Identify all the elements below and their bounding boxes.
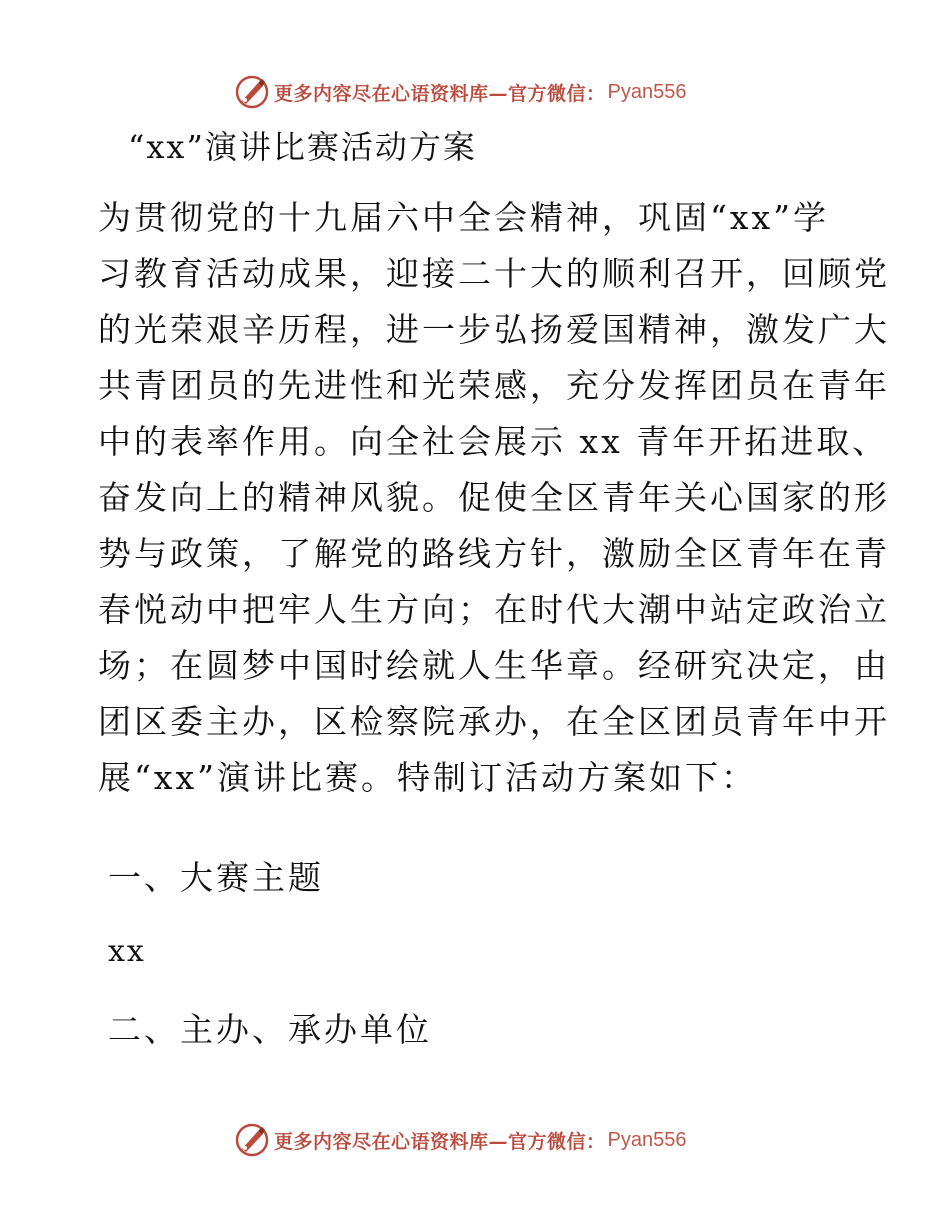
- paragraph-line: 春悦动中把牢人生方向；在时代大潮中站定政治立: [98, 590, 890, 629]
- paragraph-line: 团区委主办，区检察院承办，在全区团员青年中开: [98, 702, 890, 741]
- intro-paragraph: [98, 190, 890, 806]
- paragraph-line: 习教育活动成果，迎接二十大的顺利召开，回顾党: [98, 254, 890, 293]
- section-heading-theme: 一、大赛主题: [108, 858, 324, 897]
- watermark-footer: [234, 1120, 686, 1160]
- paragraph-line: 展“xx”演讲比赛。特制订活动方案如下：: [98, 758, 757, 797]
- paragraph-line: 场；在圆梦中国时绘就人生华章。经研究决定，由: [98, 646, 890, 685]
- paragraph-line: 为贯彻党的十九届六中全会精神，巩固“xx”学: [98, 198, 829, 237]
- watermark-text: 更多内容尽在心语资料库—官方微信：: [274, 1130, 606, 1153]
- section-body-theme: xx: [108, 934, 146, 969]
- paragraph-line: 共青团员的先进性和光荣感，充分发挥团员在青年: [98, 366, 890, 405]
- watermark-handle: Pyan556: [607, 1128, 687, 1151]
- pen-logo-icon: [234, 74, 270, 110]
- pen-logo-icon: [234, 1122, 270, 1158]
- watermark-header: [234, 72, 686, 112]
- paragraph-line: 势与政策，了解党的路线方针，激励全区青年在青: [98, 534, 890, 573]
- watermark-text: 更多内容尽在心语资料库—官方微信：: [274, 82, 606, 105]
- watermark-handle: Pyan556: [607, 80, 687, 103]
- document-title: “xx”演讲比赛活动方案: [128, 128, 477, 166]
- paragraph-line: 中的表率作用。向全社会展示 xx 青年开拓进取、: [98, 422, 889, 461]
- paragraph-line: 奋发向上的精神风貌。促使全区青年关心国家的形: [98, 478, 890, 517]
- paragraph-line: 的光荣艰辛历程，进一步弘扬爱国精神，激发广大: [98, 310, 890, 349]
- section-heading-organizers: 二、主办、承办单位: [108, 1010, 432, 1049]
